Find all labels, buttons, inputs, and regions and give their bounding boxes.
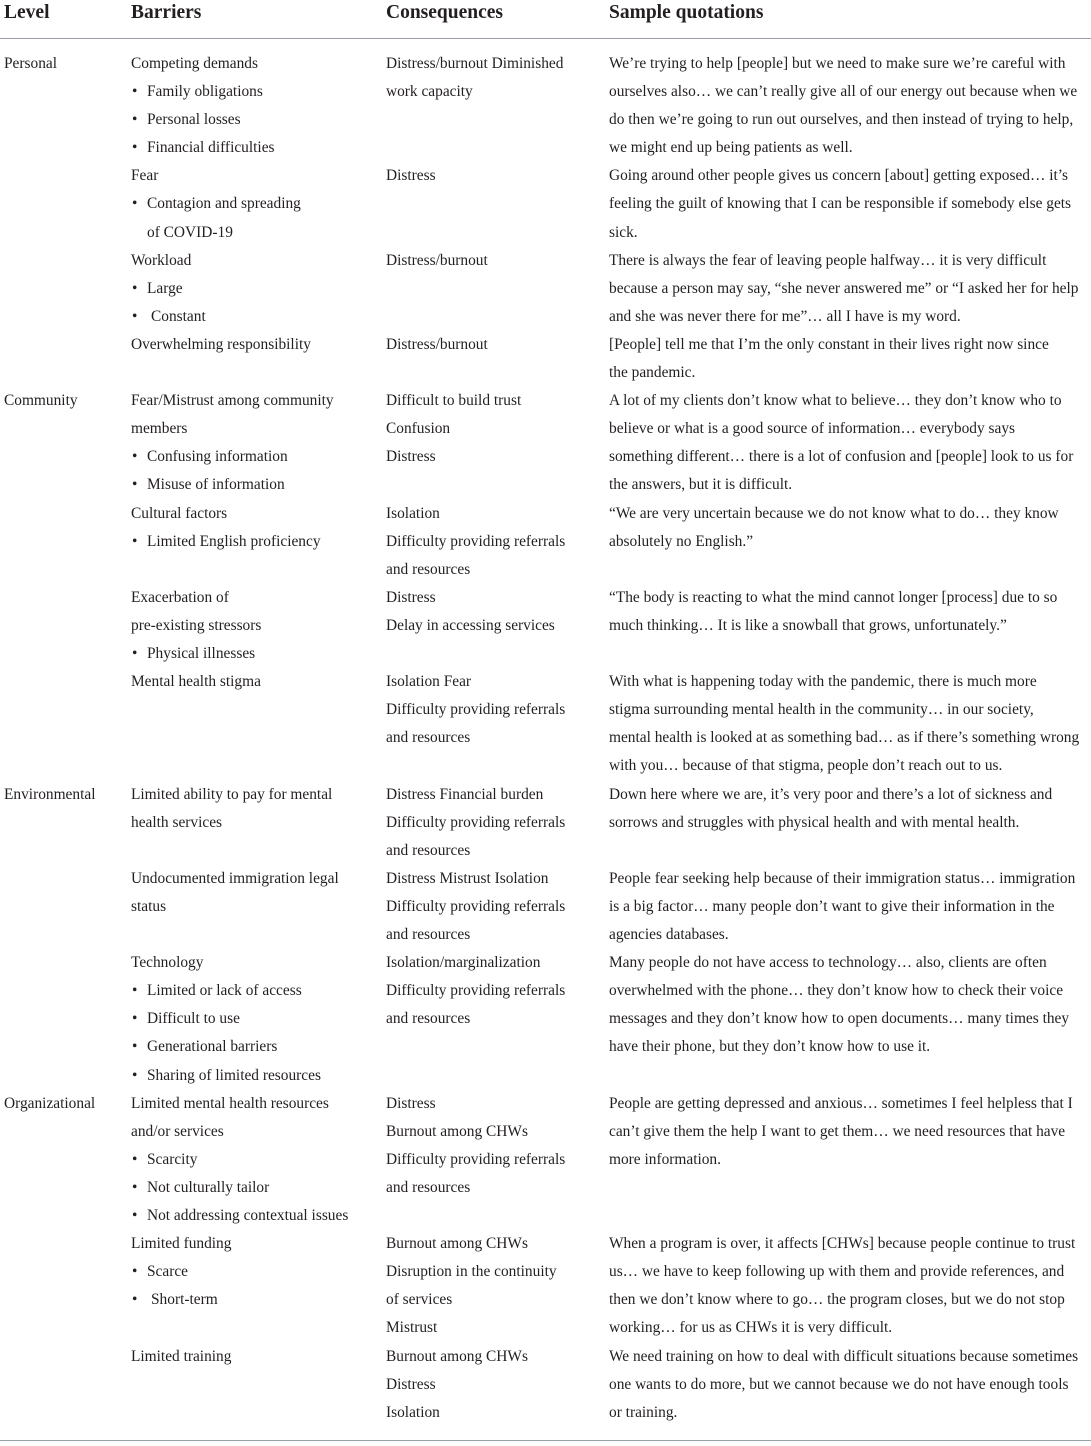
barrier-item: • Not culturally tailor <box>131 1174 376 1202</box>
consequence-item: Isolation Fear <box>386 673 472 691</box>
barriers-cell <box>131 1090 376 1230</box>
consequence-item: work capacity <box>386 83 473 101</box>
quotation-cell <box>609 162 1089 246</box>
barriers-cell <box>131 865 376 921</box>
barrier-item: Mental health stigma <box>131 673 261 691</box>
quotation-line: When a program is over, it affects [CHWs] because people continue to trust <box>609 1235 1076 1253</box>
barriers-cell <box>131 584 376 668</box>
consequence-item: Distress/burnout Diminished <box>386 55 564 72</box>
consequence-item: Mistrust <box>386 1319 438 1337</box>
header-level: Level <box>4 2 50 23</box>
consequence-item: Disruption in the continuity <box>386 1263 557 1281</box>
quotation-cell <box>609 331 1089 387</box>
quotation-line: There is always the fear of leaving people halfway… it is very difficult <box>609 251 1047 269</box>
consequences-cell <box>386 781 601 865</box>
quotation-cell <box>609 247 1089 331</box>
level-cell <box>4 387 124 415</box>
consequences-cell <box>386 500 601 584</box>
consequence-item: Isolation <box>386 1403 440 1421</box>
quotation-cell <box>609 500 1089 556</box>
barrier-item: Cultural factors <box>131 504 228 522</box>
consequences-cell <box>386 247 601 275</box>
consequences-cell <box>386 1343 601 1427</box>
barrier-item: health services <box>131 813 223 831</box>
quotation-line: We’re trying to help [people] but we need to make sure we’re careful with <box>609 55 1066 72</box>
header-barriers: Barriers <box>131 2 202 23</box>
consequence-item: Difficulty providing referrals <box>386 532 566 550</box>
quotation-cell <box>609 50 1089 162</box>
quotation-line: “The body is reacting to what the mind cannot longer [process] due to so <box>609 588 1058 606</box>
quotation-line: With what is happening today with the pandemic, there is much more <box>609 673 1037 691</box>
consequence-item: and resources <box>386 560 471 578</box>
barrier-item: • Not addressing contextual issues <box>131 1202 376 1230</box>
consequence-item: Burnout among CHWs <box>386 1122 528 1140</box>
quotation-cell <box>609 387 1089 499</box>
consequences-cell <box>386 1230 601 1342</box>
consequence-item: Distress <box>386 167 436 185</box>
quotation-cell <box>609 584 1089 640</box>
consequence-item: Difficulty providing referrals <box>386 813 566 831</box>
barrier-item: Workload <box>131 251 192 269</box>
consequence-item: of services <box>386 1291 453 1309</box>
quotation-line: feeling the guilt of knowing that I can be responsible if somebody else gets <box>609 195 1072 213</box>
consequence-item: Isolation/marginalization <box>386 954 541 972</box>
consequence-item: Distress <box>386 588 436 606</box>
barriers-cell <box>131 162 376 246</box>
barriers-cell <box>131 668 376 696</box>
barrier-item: Limited funding <box>131 1235 232 1253</box>
barrier-item: Limited training <box>131 1347 232 1365</box>
quotation-line: then we don’t know where to go… the program closes, but we do not stop <box>609 1291 1065 1309</box>
barrier-item: Overwhelming responsibility <box>131 336 311 353</box>
consequences-cell <box>386 162 601 190</box>
quotation-line: mental health is looked at as something bad… as if there’s something wrong <box>609 729 1080 747</box>
barriers-cell <box>131 781 376 837</box>
quotation-line: the answers, but it is difficult. <box>609 476 793 494</box>
barrier-item: • Limited English proficiency <box>131 528 376 556</box>
quotation-line: We need training on how to deal with difficult situations because sometimes <box>609 1347 1079 1365</box>
consequence-item: Difficulty providing referrals <box>386 897 566 915</box>
quotation-line: is a big factor… many people don’t want to give their information in the <box>609 897 1055 915</box>
barrier-item: Undocumented immigration legal <box>131 869 339 887</box>
barrier-item: Exacerbation of <box>131 588 229 606</box>
quotation-line: agencies databases. <box>609 926 729 944</box>
barrier-item: members <box>131 420 188 438</box>
barrier-item: Fear <box>131 167 159 185</box>
consequence-item: Burnout among CHWs <box>386 1235 528 1253</box>
barriers-cell <box>131 500 376 556</box>
quotation-line: more information. <box>609 1150 721 1168</box>
quotation-line: the pandemic. <box>609 364 696 382</box>
consequences-cell <box>386 1090 601 1202</box>
barrier-item: • Contagion and spreading <box>131 190 376 218</box>
quotation-line: Down here where we are, it’s very poor and there’s a lot of sickness and <box>609 785 1053 803</box>
barrier-item: • Confusing information <box>131 443 376 471</box>
consequence-item: and resources <box>386 1178 471 1196</box>
barrier-item: status <box>131 897 167 915</box>
consequence-item: and resources <box>386 841 471 859</box>
quotation-line: believe or what is a good source of information… everybody says <box>609 420 1016 438</box>
barrier-item: • Short-term <box>131 1286 376 1314</box>
consequence-item: Isolation <box>386 504 440 522</box>
consequence-item: Distress <box>386 1375 436 1393</box>
quotation-cell <box>609 865 1089 949</box>
header-rule <box>0 38 1091 39</box>
consequence-item: Distress Financial burden <box>386 785 544 803</box>
barrier-item: • Difficult to use <box>131 1005 376 1033</box>
quotation-line: us… we have to keep following up with them and provide references, and <box>609 1263 1065 1281</box>
barrier-item: Limited ability to pay for mental <box>131 785 333 803</box>
consequences-cell <box>386 50 601 106</box>
level-label: Community <box>4 392 78 410</box>
barrier-item: Technology <box>131 954 204 972</box>
consequence-item: Distress/burnout <box>386 251 488 269</box>
quotation-line: have their phone, but they don’t know how to use it. <box>609 1038 931 1056</box>
consequences-cell <box>386 865 601 949</box>
quotation-cell <box>609 949 1089 1061</box>
barrier-item: • Physical illnesses <box>131 640 376 668</box>
consequence-item: Delay in accessing services <box>386 616 555 634</box>
consequence-item: Difficulty providing referrals <box>386 1150 566 1168</box>
barrier-item: pre-existing stressors <box>131 616 262 634</box>
quotation-cell <box>609 781 1089 837</box>
quotation-line: People are getting depressed and anxious… sometimes I feel helpless that I <box>609 1094 1073 1112</box>
quotation-line: People fear seeking help because of their immigration status… immigration <box>609 869 1076 887</box>
quotation-line: overwhelmed with the phone… they don’t know how to check their voice <box>609 982 1064 1000</box>
bottom-rule <box>0 1440 1091 1441</box>
quotation-line: Many people do not have access to technology… also, clients are often <box>609 954 1047 972</box>
table-header <box>0 0 1091 38</box>
header-consequences: Consequences <box>386 2 504 23</box>
barriers-cell <box>131 331 376 359</box>
barrier-item: • Misuse of information <box>131 471 376 499</box>
consequence-item: Distress <box>386 1094 436 1112</box>
barriers-cell <box>131 1230 376 1314</box>
consequence-item: and resources <box>386 926 471 944</box>
barrier-item: • Scarce <box>131 1258 376 1286</box>
barriers-cell <box>131 949 376 1089</box>
barrier-item: • Limited or lack of access <box>131 977 376 1005</box>
quotation-line: absolutely no English.” <box>609 532 754 550</box>
level-cell <box>4 781 124 809</box>
consequence-item: Difficult to build trust <box>386 392 522 410</box>
barrier-item: Limited mental health resources <box>131 1094 329 1112</box>
barrier-item: • Sharing of limited resources <box>131 1062 376 1090</box>
header-quotations: Sample quotations <box>609 2 764 23</box>
barrier-item: Fear/Mistrust among community <box>131 392 334 410</box>
quotation-line: “We are very uncertain because we do not know what to do… they know <box>609 504 1059 522</box>
quotation-line: with you… because of that stigma, people don’t reach out to us. <box>609 757 1003 775</box>
barriers-cell <box>131 50 376 162</box>
quotation-line: working… for us as CHWs it is very difficult. <box>609 1319 893 1337</box>
barriers-cell <box>131 247 376 331</box>
consequence-item: Difficulty providing referrals <box>386 982 566 1000</box>
quotation-cell <box>609 1230 1089 1342</box>
consequence-item: Distress Mistrust Isolation <box>386 869 549 887</box>
quotation-line: can’t give them the help I want to get them… we need resources that have <box>609 1122 1066 1140</box>
quotation-cell <box>609 1090 1089 1174</box>
consequence-item: Distress/burnout <box>386 336 488 353</box>
barrier-item: • Generational barriers <box>131 1033 376 1061</box>
barrier-item: of COVID-19 <box>147 223 233 241</box>
quotation-cell <box>609 1343 1089 1427</box>
consequences-cell <box>386 331 601 359</box>
barrier-item: Competing demands <box>131 55 258 72</box>
quotation-line: sorrows and struggles with physical health and with mental health. <box>609 813 1020 831</box>
barrier-item: • Financial difficulties <box>131 134 376 162</box>
quotation-line: A lot of my clients don’t know what to believe… they don’t know who to <box>609 392 1062 410</box>
quotation-line: because a person may say, “she never answered me” or “I asked her for help <box>609 279 1079 297</box>
quotation-cell <box>609 668 1089 780</box>
consequences-cell <box>386 668 601 752</box>
quotation-line: ourselves also… we can’t really give all of our energy out because when we <box>609 83 1078 101</box>
quotation-line: [People] tell me that I’m the only constant in their lives right now since <box>609 336 1049 353</box>
consequence-item: Distress <box>386 448 436 466</box>
barrier-item: • Large <box>131 275 376 303</box>
consequence-item: and resources <box>386 729 471 747</box>
quotation-line: we might end up being patients as well. <box>609 139 853 157</box>
consequences-cell <box>386 387 601 471</box>
level-label: Personal <box>4 55 58 72</box>
barrier-item: • Constant <box>131 303 376 331</box>
consequence-item: Difficulty providing referrals <box>386 701 566 719</box>
quotation-line: sick. <box>609 223 638 241</box>
consequences-cell <box>386 949 601 1033</box>
quotation-line: something different… there is a lot of confusion and [people] look to us for <box>609 448 1074 466</box>
barrier-item: and/or services <box>131 1122 224 1140</box>
consequence-item: Confusion <box>386 420 451 438</box>
consequences-cell <box>386 584 601 640</box>
level-label: Organizational <box>4 1094 96 1112</box>
consequence-item: and resources <box>386 1010 471 1028</box>
barriers-cell <box>131 1343 376 1371</box>
level-cell <box>4 50 124 78</box>
quotation-line: much thinking… It is like a snowball that grows, unfortunately.” <box>609 616 1007 634</box>
quotation-line: and she was never there for me”… all I have is my word. <box>609 307 961 325</box>
quotation-line: or training. <box>609 1403 678 1421</box>
barrier-item: • Personal losses <box>131 106 376 134</box>
level-cell <box>4 1090 124 1118</box>
consequence-item: Burnout among CHWs <box>386 1347 528 1365</box>
quotation-line: do then we’re going to run out ourselves, and then instead of trying to help, <box>609 111 1074 129</box>
quotation-line: messages and they don’t know how to open documents… many times they <box>609 1010 1070 1028</box>
barrier-item: • Family obligations <box>131 78 376 106</box>
quotation-line: stigma surrounding mental health in the community… in our society, <box>609 701 1034 719</box>
barriers-cell <box>131 387 376 499</box>
quotation-line: Going around other people gives us concern [about] getting exposed… it’s <box>609 167 1069 185</box>
quotation-line: one wants to do more, but we cannot because we do not have enough tools <box>609 1375 1069 1393</box>
level-label: Environmental <box>4 785 96 803</box>
barrier-item: • Scarcity <box>131 1146 376 1174</box>
